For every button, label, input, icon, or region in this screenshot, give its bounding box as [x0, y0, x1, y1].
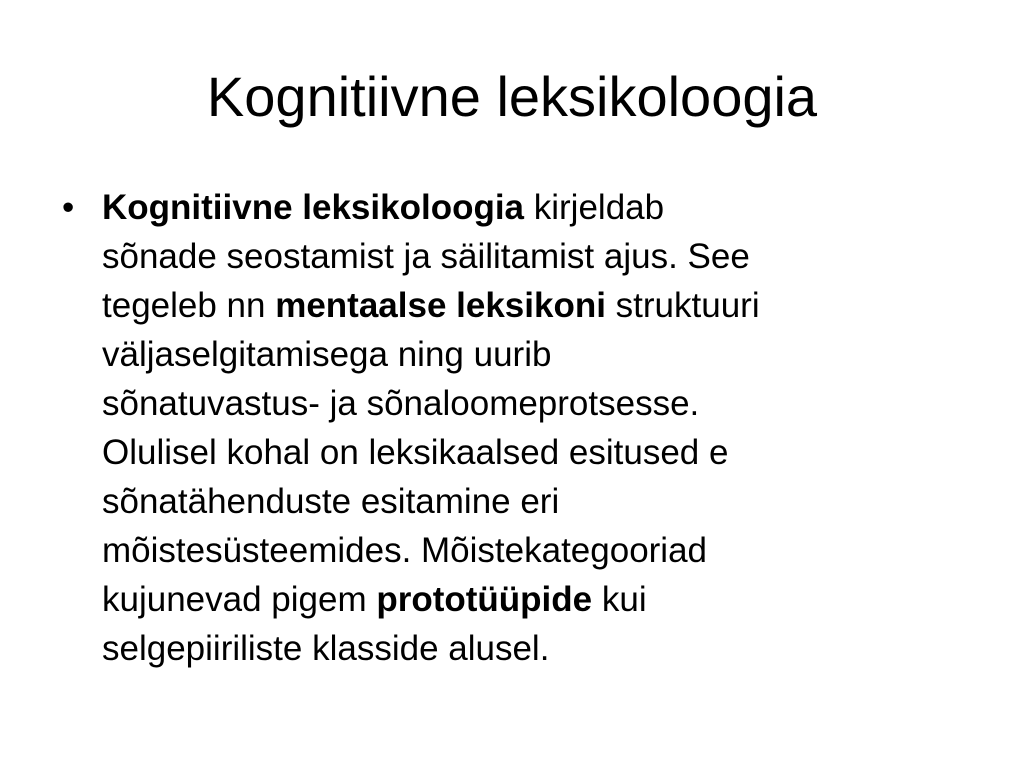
- slide-title: Kognitiivne leksikoloogia: [206, 65, 818, 128]
- bold-term: Kognitiivne leksikoloogia: [102, 188, 525, 227]
- text-run: sõnatähenduste esitamine eri: [102, 482, 560, 521]
- bullet-list: [62, 183, 962, 673]
- body-line: [102, 575, 962, 624]
- text-run: tegeleb nn: [102, 286, 276, 325]
- bullet-text: [102, 183, 962, 673]
- body-line: [102, 183, 962, 232]
- bullet-item: [62, 183, 962, 673]
- text-run: kirjeldab: [524, 188, 665, 227]
- body-line: [102, 232, 962, 281]
- body-line: [102, 477, 962, 526]
- body-line: [102, 526, 962, 575]
- bullet-dot-icon: •: [62, 188, 75, 227]
- text-run: sõnade seostamist ja säilitamist ajus. See: [102, 237, 750, 276]
- body-line: [102, 624, 962, 673]
- text-run: selgepiiriliste klasside alusel.: [102, 629, 550, 668]
- body-line: [102, 428, 962, 477]
- text-run: kui: [592, 580, 647, 619]
- bold-term: mentaalse leksikoni: [275, 286, 606, 325]
- body-line: [102, 379, 962, 428]
- text-run: kujunevad pigem: [102, 580, 377, 619]
- text-run: struktuuri: [605, 286, 760, 325]
- body-line: [102, 281, 962, 330]
- text-run: sõnatuvastus- ja sõnaloomeprotsesse.: [102, 384, 700, 423]
- text-run: Olulisel kohal on leksikaalsed esitused e: [102, 433, 729, 472]
- bold-term: prototüüpide: [376, 580, 593, 619]
- text-run: väljaselgitamisega ning uurib: [102, 335, 552, 374]
- body-line: [102, 330, 962, 379]
- text-run: mõistesüsteemides. Mõistekategooriad: [102, 531, 708, 570]
